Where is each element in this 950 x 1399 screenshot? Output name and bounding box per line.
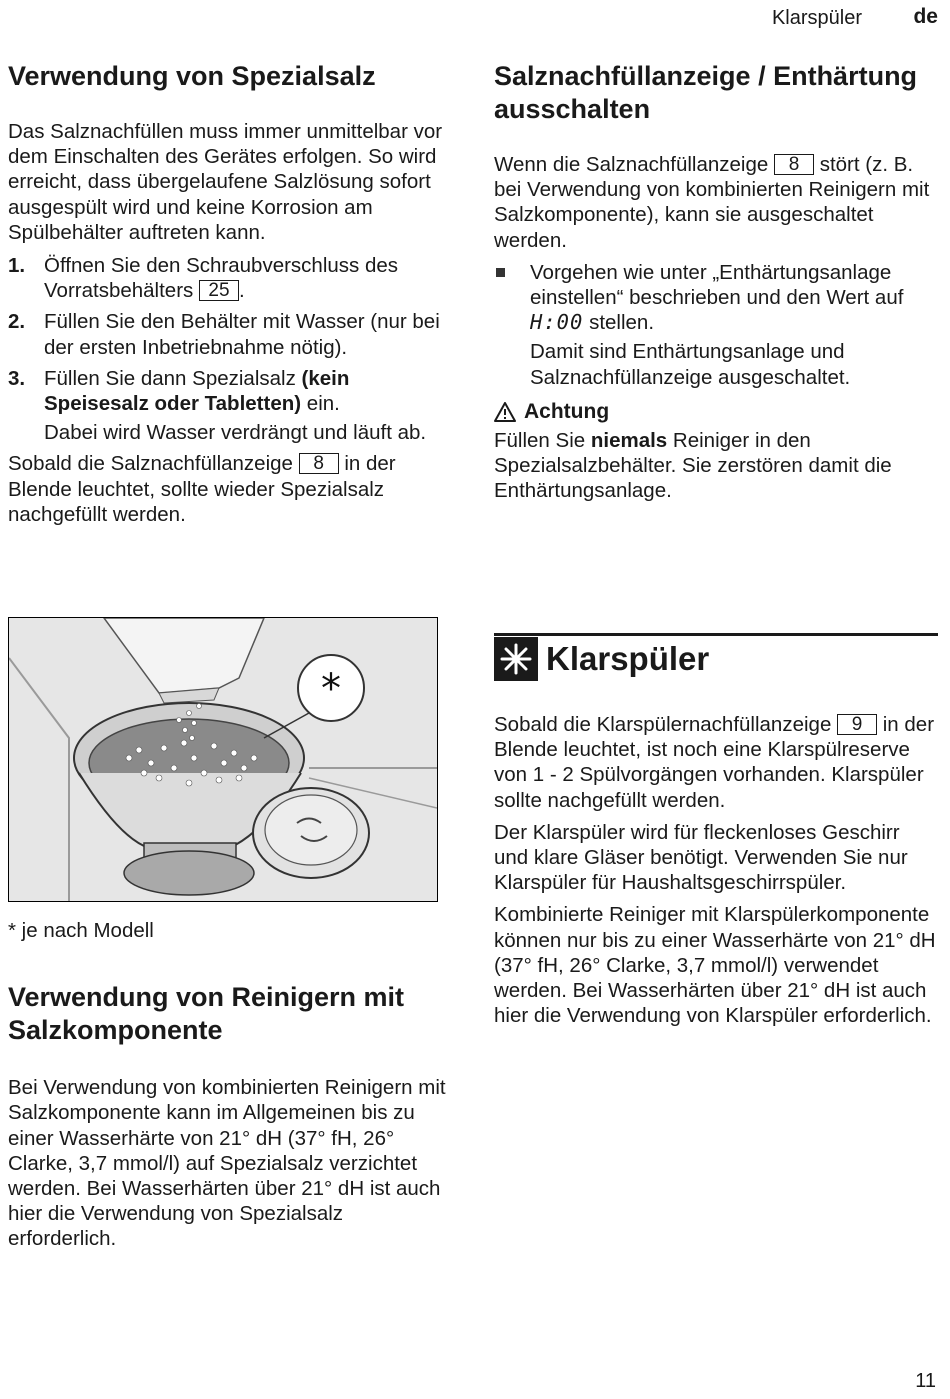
- steps-list: [8, 253, 448, 416]
- left-column-bottom: [8, 918, 448, 1252]
- step-text-end: ein.: [301, 392, 340, 416]
- paragraph-text-end: stört (z. B. bei Verwendung von kombinierten Reinigern mit Salzkomponente), kann sie ausgeschaltet werden.: [494, 153, 930, 252]
- warning-paragraph: [494, 428, 939, 504]
- refill-text: Sobald die Salznachfüllanzeige: [8, 452, 293, 476]
- heading-salznachfuellanzeige: Salznachfüllanzeige / Enthärtung ausschalten: [494, 61, 918, 124]
- warning-text-bold: niemals: [590, 428, 668, 452]
- footnote-star-marker: *: [321, 666, 341, 712]
- warning-title: Achtung: [524, 399, 610, 423]
- section-rule: [494, 633, 938, 636]
- klarspueler-refill-paragraph: [494, 712, 939, 813]
- step-text: Öffnen Sie den Schraubverschluss des Vorratsbehälters: [44, 254, 399, 303]
- part-reference-box: 25: [199, 280, 239, 301]
- left-column-top: [8, 60, 448, 527]
- bullet-result-note: Damit sind Enthärtungsanlage und Salznachfüllanzeige ausgeschaltet.: [530, 340, 851, 389]
- paragraph-text: Wenn die Salznachfüllanzeige: [494, 153, 769, 176]
- step-item: [8, 309, 448, 359]
- step-text: Füllen Sie den Behälter mit Wasser (nur bei der ersten Inbetriebnahme nötig).: [44, 310, 440, 359]
- indicator-reference-box: 8: [299, 453, 339, 474]
- salt-filling-illustration: [8, 617, 438, 902]
- reiniger-paragraph: Bei Verwendung von kombinierten Reinigern mit Salzkomponente kann im Allgemeinen bis zu einer Wasserhärte von 21° dH (37° fH, 26° Clarke, 3,7 mmol/l) auf Spezialsalz verzichtet werden. Bei Wasserhärten über 21° dH ist auch hier die Verwendung von Spezialsalz erforderlich.: [8, 1076, 446, 1251]
- bullet-square-icon: [496, 268, 505, 277]
- paragraph-text: Sobald die Klarspülernachfüllanzeige: [494, 713, 832, 736]
- indicator-reference-box: 8: [774, 154, 814, 175]
- step-number: 1.: [8, 254, 26, 278]
- klarspueler-heading-row: [494, 637, 709, 681]
- warning-triangle-icon: [494, 402, 516, 422]
- rinse-aid-icon: [494, 637, 538, 681]
- intro-paragraph: Das Salznachfüllen muss immer unmittelbar vor dem Einschalten des Gerätes erfolgen. So wird erreicht, dass übergelaufene Salzlösung sofort ausgespült wird und keine Korrosion am Spülbehälter auftreten kann.: [8, 120, 443, 244]
- refill-text-end: in der Blende leuchtet, sollte wieder Spezialsalz nachgefüllt werden.: [8, 452, 396, 526]
- step-text: Füllen Sie dann Spezialsalz: [44, 366, 302, 390]
- bullet-text-end: stellen.: [589, 311, 655, 335]
- funnel-drawing: [9, 618, 437, 901]
- disable-indicator-paragraph: [494, 152, 939, 253]
- indicator-reference-box: 9: [837, 714, 877, 735]
- page-number: 11: [915, 1370, 936, 1392]
- step-text-end: .: [238, 279, 245, 303]
- step-item: [8, 366, 448, 416]
- heading-reiniger-salzkomponente: Verwendung von Reinigern mit Salzkomponente: [8, 982, 405, 1046]
- step3-note: Dabei wird Wasser verdrängt und läuft ab.: [44, 421, 427, 445]
- warning-text-end: Reiniger in den Spezialsalzbehälter. Sie zerstören damit die Enthärtungsanlage.: [494, 428, 892, 503]
- warning-heading: [494, 400, 939, 424]
- bullet-text: Vorgehen wie unter „Enthärtungsanlage einstellen“ beschrieben und den Wert auf: [530, 260, 904, 310]
- refill-paragraph: [8, 451, 448, 527]
- bullet-item: [494, 260, 939, 336]
- heading-klarspueler: Klarspüler: [546, 640, 710, 677]
- step-text-bold: (kein Speisesalz oder Tabletten): [44, 366, 350, 416]
- klarspueler-combined-paragraph: Kombinierte Reiniger mit Klarspülerkomponente können nur bis zu einer Wasserhärte von 21° dH (37° fH, 26° Clarke, 3,7 mmol/l) verwendet werden. Bei Wasserhärten über 21° dH ist auch hier die Verwendung von Klarspüler erforderlich.: [494, 903, 936, 1028]
- step-number: 2.: [8, 310, 26, 334]
- step-number: 3.: [8, 366, 26, 390]
- heading-spezialsalz: Verwendung von Spezialsalz: [8, 61, 376, 91]
- step-item: [8, 253, 448, 303]
- header-section-title: Klarspüler: [771, 7, 862, 29]
- paragraph-text-end: in der Blende leuchtet, ist noch eine Klarspülreserve von 1 - 2 Spülvorgängen vorhanden. Klarspüler sollte nachgefüllt werden.: [494, 713, 935, 812]
- right-column-top: [494, 60, 939, 503]
- warning-text: Füllen Sie: [494, 428, 591, 452]
- right-column-bottom: [494, 712, 939, 1028]
- display-value: H:00: [530, 310, 584, 335]
- image-caption: * je nach Modell: [8, 919, 154, 942]
- header-language: de: [913, 5, 938, 28]
- klarspueler-usage-paragraph: Der Klarspüler wird für fleckenloses Geschirr und klare Gläser benötigt. Verwenden Sie nur Klarspüler für Haushaltsgeschirrspüler.: [494, 820, 908, 895]
